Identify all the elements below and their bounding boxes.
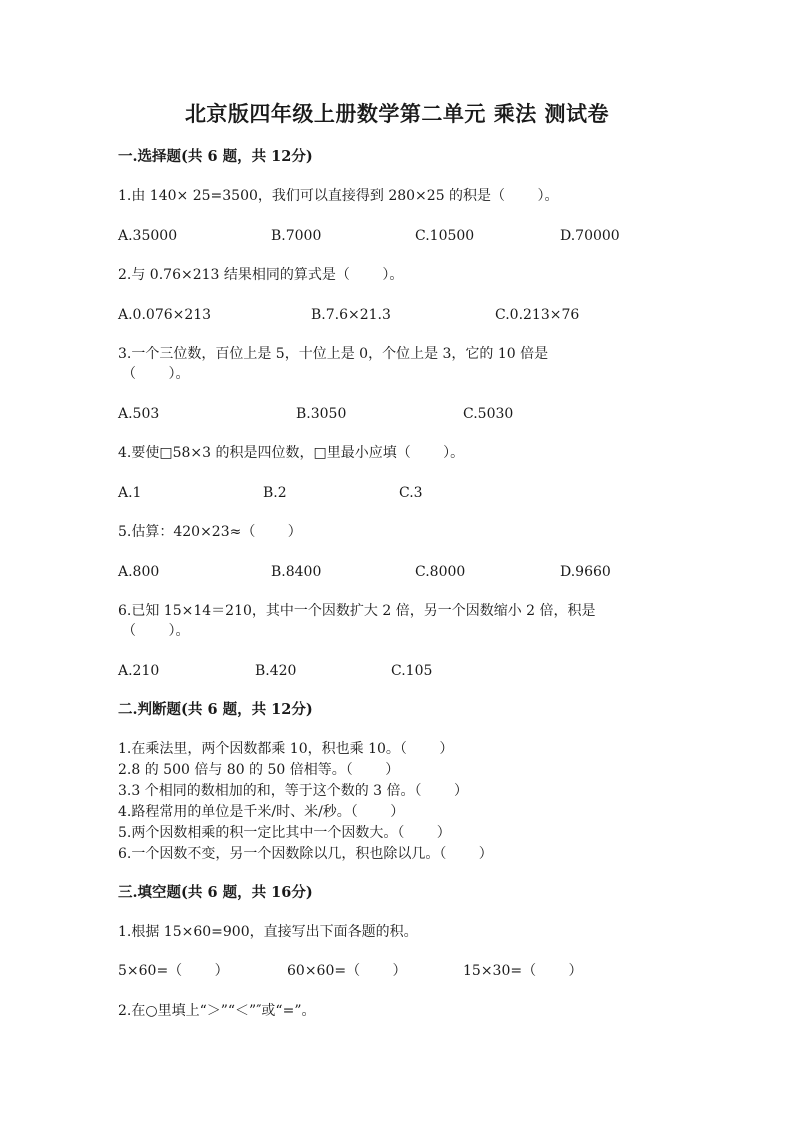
question-4: 4.要使□58×3 的积是四位数，□里最小应填（ ）。 [118,445,465,461]
option-c: C.8000 [415,564,466,580]
section-heading-fill-in: 三.填空题(共 6 题，共 16分) [118,884,313,901]
option-c: C.105 [391,663,433,679]
option-b: B.420 [255,663,297,679]
list-item: 4.路程常用的单位是千米/时、米/秒。（ ） [118,804,405,820]
option-b: B.7.6×21.3 [311,307,391,323]
option-a: A.210 [118,663,160,679]
option-b: B.2 [263,485,287,501]
list-item: 6.一个因数不变，另一个因数除以几，积也除以几。（ ） [118,846,493,862]
question-1: 1.由 140× 25=3500，我们可以直接得到 280×25 的积是（ ）。 [118,188,559,204]
option-c: C.5030 [463,406,514,422]
question-1: 1.根据 15×60=900，直接写出下面各题的积。 [118,924,418,940]
section-heading-choice: 一.选择题(共 6 题，共 12分) [118,148,313,165]
option-a: A.0.076×213 [118,307,212,323]
option-c: C.0.213×76 [495,307,580,323]
question-5: 5.估算：420×23≈（ ） [118,524,302,540]
option-b: B.8400 [271,564,322,580]
option-a: A.1 [118,485,142,501]
option-c: C.10500 [415,228,475,244]
option-b: B.7000 [271,228,322,244]
question-3-line-1: 3.一个三位数，百位上是 5，十位上是 0，个位上是 3，它的 10 倍是 [118,346,549,362]
option-a: A.800 [118,564,160,580]
list-item: 1.在乘法里，两个因数都乘 10，积也乘 10。（ ） [118,741,454,757]
list-item: 3.3 个相同的数相加的和，等于这个数的 3 倍。（ ） [118,783,468,799]
section-heading-judgement: 二.判断题(共 6 题，共 12分) [118,701,313,718]
question-2: 2.在○里填上“＞”“＜”″或“=”。 [118,1003,316,1019]
list-item: 2.8 的 500 倍与 80 的 50 倍相等。（ ） [118,762,400,778]
option-a: A.35000 [118,228,178,244]
question-6-line-2: （ ）。 [122,623,190,639]
blank-item: 15×30=（ ） [463,963,583,979]
question-3-line-2: （ ）。 [122,366,190,382]
list-item: 5.两个因数相乘的积一定比其中一个因数大。（ ） [118,825,451,841]
blank-item: 60×60=（ ） [287,963,407,979]
option-d: D.70000 [560,228,620,244]
question-6-line-1: 6.已知 15×14＝210，其中一个因数扩大 2 倍，另一个因数缩小 2 倍，积是 [118,603,596,619]
option-c: C.3 [399,485,423,501]
page-title: 北京版四年级上册数学第二单元 乘法 测试卷 [184,101,610,126]
blank-item: 5×60=（ ） [118,963,229,979]
question-2: 2.与 0.76×213 结果相同的算式是（ ）。 [118,267,404,283]
option-b: B.3050 [296,406,347,422]
option-a: A.503 [118,406,160,422]
option-d: D.9660 [560,564,611,580]
